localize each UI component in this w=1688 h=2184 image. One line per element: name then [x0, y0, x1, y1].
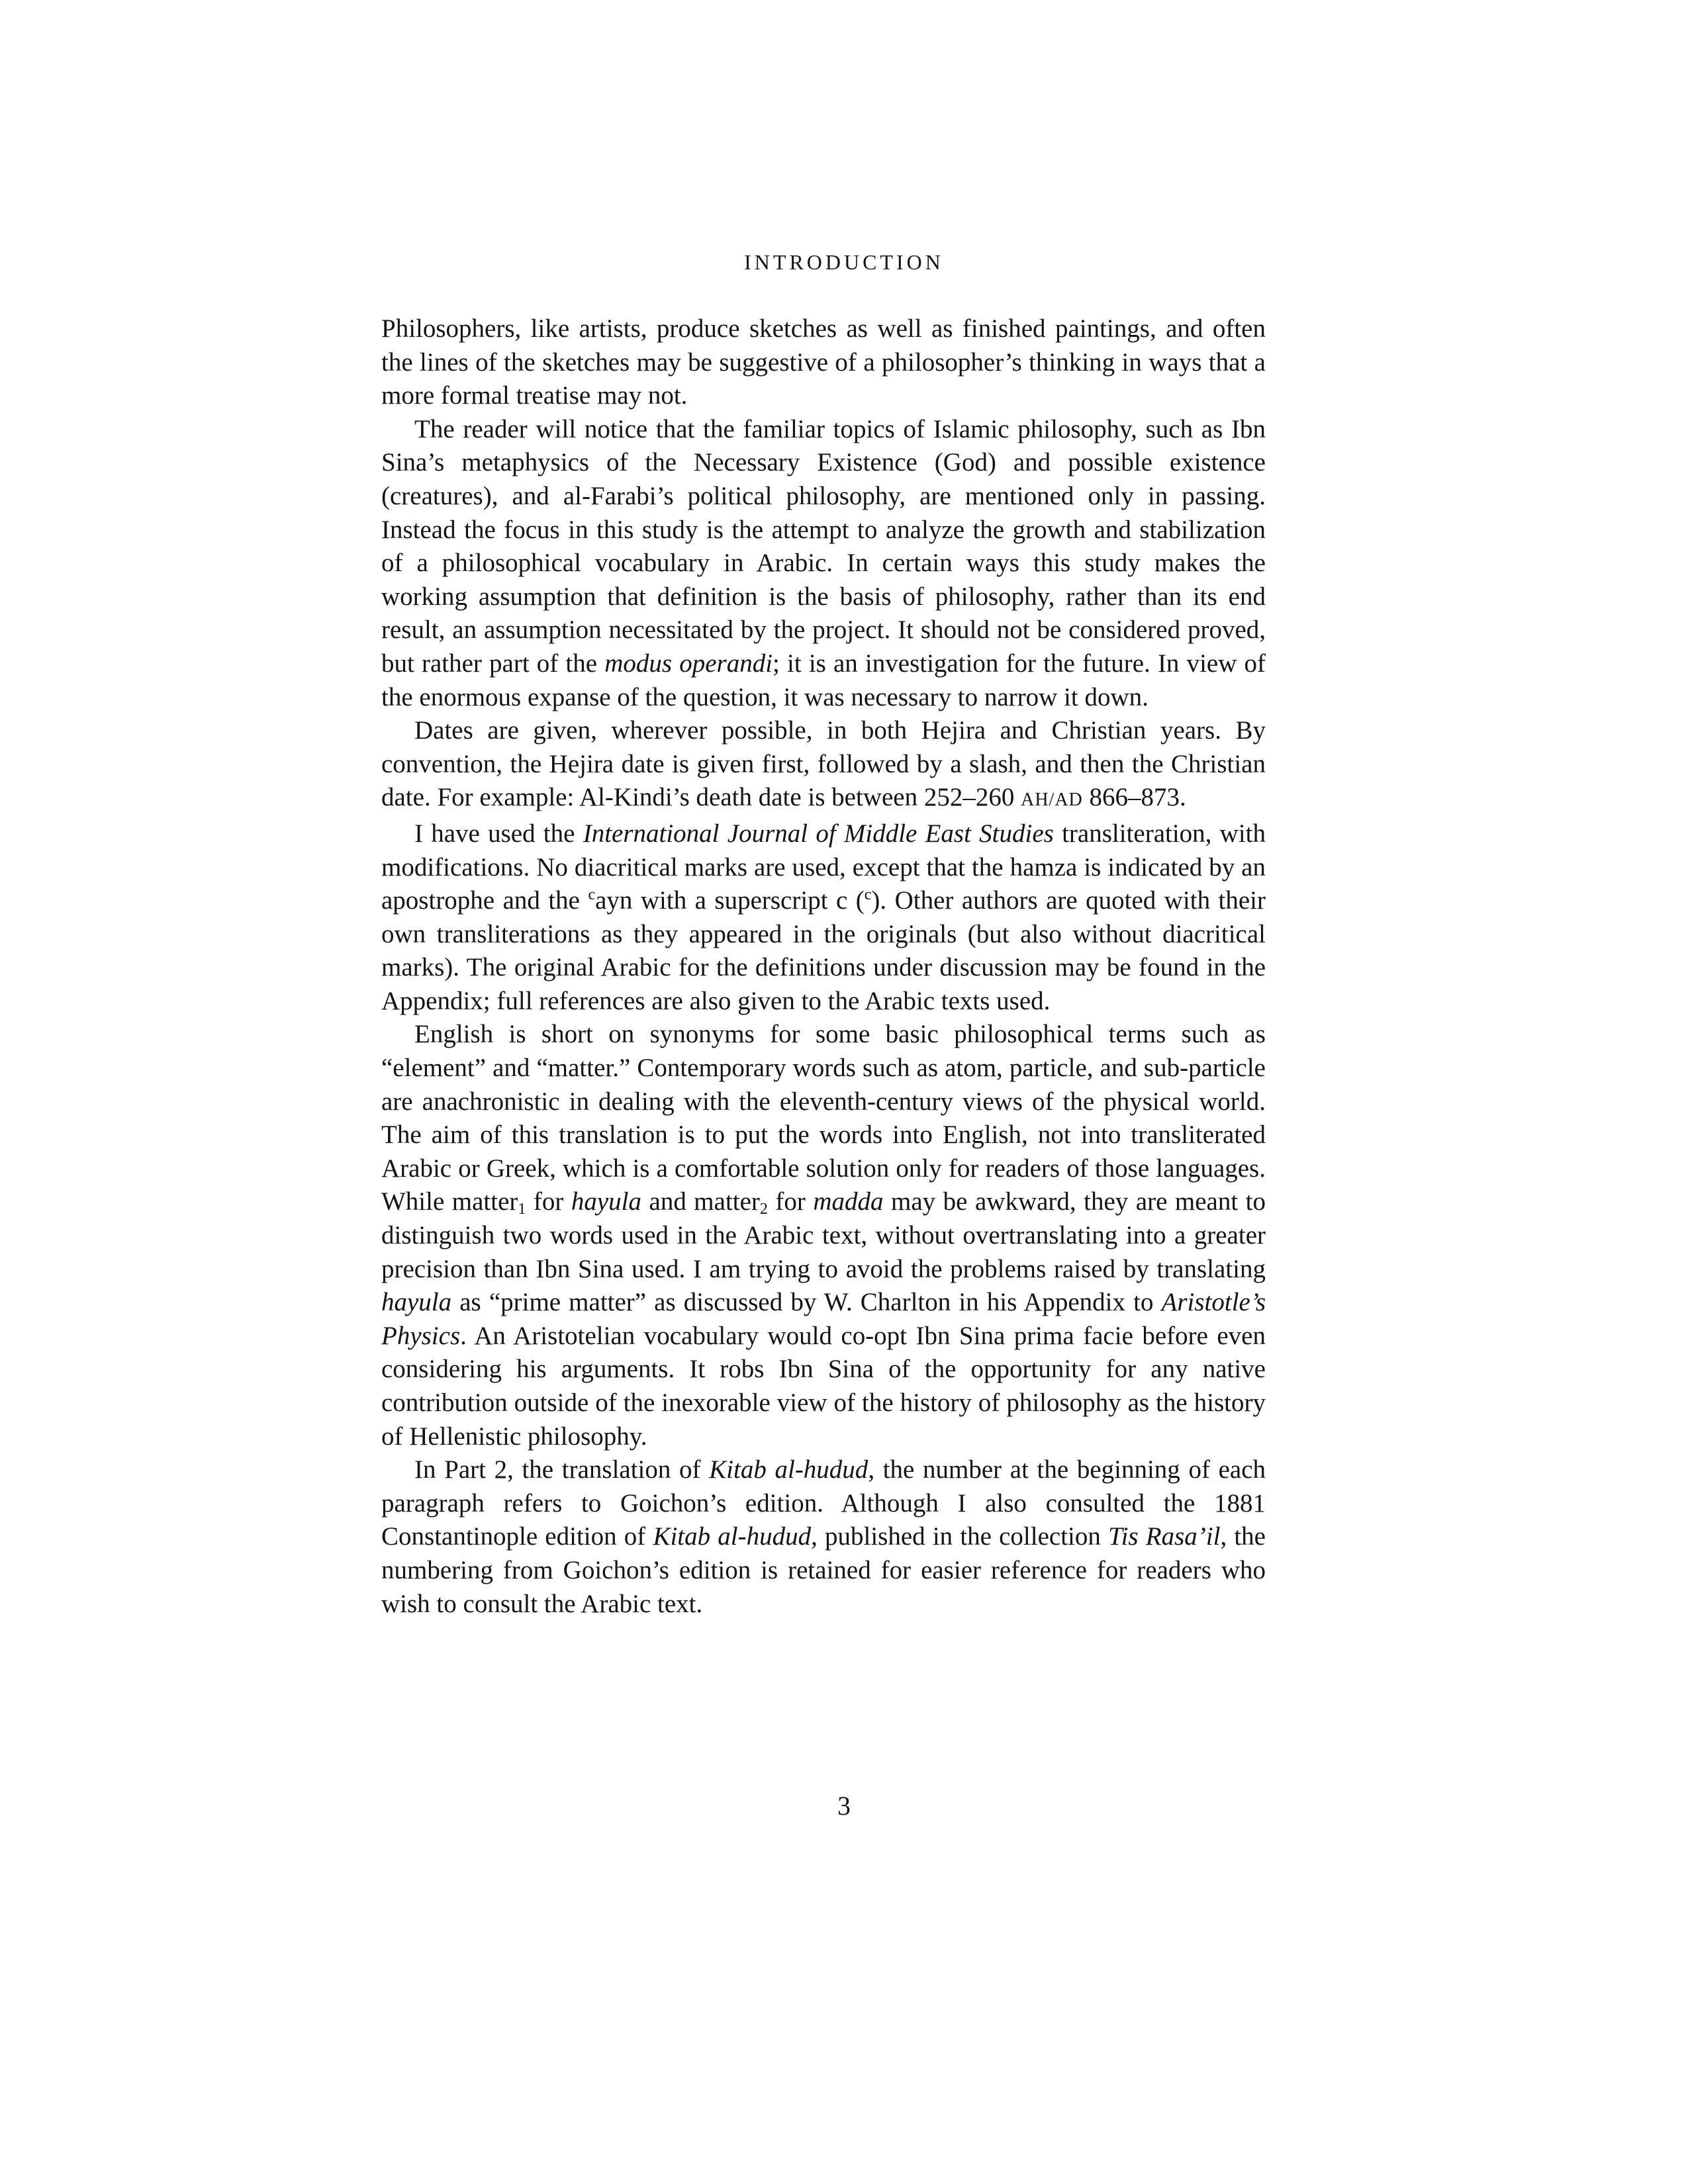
page-number: 3: [837, 1791, 851, 1821]
p5-term-hayula: hayula: [571, 1187, 642, 1216]
running-head: INTRODUCTION: [744, 250, 944, 274]
p4-text-c: ayn with a superscript c (: [595, 886, 865, 915]
paragraph-3: [381, 714, 1266, 817]
p6-text-a: In Part 2, the translation of: [414, 1455, 710, 1484]
p6-title-tis-rasail: Tis Rasa’il: [1108, 1522, 1221, 1551]
p5-text-f: as “prime matter” as discussed by W. Charlton in his Appendix to: [451, 1288, 1162, 1317]
p5-term-hayula-2: hayula: [381, 1288, 452, 1317]
p4-ayn-mark-2: c: [864, 886, 872, 904]
paragraph-1-text: Philosophers, like artists, produce sketches as well as finished paintings, and often the lines of the sketches may be suggestive of a philosopher’s thinking in ways that a more formal treatise may not.: [381, 314, 1266, 410]
p6-text-b: , the number at the beginning of each paragraph refers to Goichon’s edition. Although I also consulted the 1881 Constantinople edition of: [381, 1455, 1266, 1551]
p4-text-d: ). Other authors are quoted with their own transliterations as they appeared in the originals (but also without diacritical marks). The original Arabic for the definitions under discussion may be found in the Appendix; full references are also given to the Arabic texts used.: [381, 886, 1266, 1015]
p2-text-b: ; it is an investigation for the future. In view of the enormous expanse of the question, it was necessary to narrow it down.: [381, 649, 1266, 711]
body-text: [381, 312, 1266, 1621]
p4-text-a: I have used the: [414, 819, 583, 848]
p4-ayn-mark: c: [588, 886, 596, 904]
p2-text-a: The reader will notice that the familiar topics of Islamic philosophy, such as Ibn Sina’s metaphysics of the Necessary Existence (God) and possible existence (creatures), and al-Farabi’s political philosophy, are mentioned only in passing. Instead the focus in this study is the attempt to analyze the growth and stabilization of a philosophical vocabulary in Arabic. In certain ways this study makes the working assumption that definition is the basis of philosophy, rather than its end result, an assumption necessitated by the project. It should not be considered proved, but rather part of the: [381, 414, 1266, 678]
paragraph-6: [381, 1453, 1266, 1621]
p5-subscript-2: 2: [759, 1201, 768, 1218]
p5-text-a: English is short on synonyms for some basic philosophical terms such as “element” and “matter.” Contemporary words such as atom, particle, and sub-particle are anachronistic in dealing with the eleventh-century views of the physical world. The aim of this translation is to put the words into English, not into transliterated Arabic or Greek, which is a comfortable solution only for readers of those languages. While matter: [381, 1020, 1266, 1216]
p5-term-madda: madda: [813, 1187, 884, 1216]
paragraph-5: [381, 1018, 1266, 1453]
p5-subscript-1: 1: [518, 1201, 526, 1218]
p5-text-b: for: [526, 1187, 571, 1216]
paragraph-2: [381, 413, 1266, 714]
p3-text-a: Dates are given, wherever possible, in both Hejira and Christian years. By convention, the Hejira date is given first, followed by a slash, and then the Christian date. For example: Al-Kindi’s death date is between 252–260: [381, 716, 1266, 812]
p6-title-kitab-al-hudud: Kitab al-hudud: [709, 1455, 868, 1484]
p2-term-modus-operandi: modus operandi: [604, 649, 773, 678]
paragraph-4: [381, 817, 1266, 1019]
p3-era-label: AH/AD: [1021, 790, 1083, 811]
p6-text-d: , the numbering from Goichon’s edition is retained for easier reference for readers who wish to consult the Arabic text.: [381, 1522, 1266, 1618]
p5-text-c: and matter: [641, 1187, 760, 1216]
p6-text-c: , published in the collection: [811, 1522, 1109, 1551]
p5-text-g: . An Aristotelian vocabulary would co-opt Ibn Sina prima facie before even considering his arguments. It robs Ibn Sina of the opportunity for any native contribution outside of the inexorable view of the history of philosophy as the history of Hellenistic philosophy.: [381, 1321, 1266, 1451]
p4-text-b: transliteration, with modifications. No diacritical marks are used, except that the hamza is indicated by an apostrophe and the: [381, 819, 1266, 915]
p6-title-kitab-al-hudud-2: Kitab al-hudud: [653, 1522, 812, 1551]
paragraph-1: [381, 312, 1266, 413]
p3-text-b: 866–873.: [1082, 783, 1186, 812]
p5-text-d: for: [767, 1187, 814, 1216]
p5-book-title: Aristotle’s Physics: [381, 1288, 1266, 1350]
p4-journal-title: International Journal of Middle East Studies: [583, 819, 1054, 848]
p5-text-e: may be awkward, they are meant to distinguish two words used in the Arabic text, without overtranslating into a greater precision than Ibn Sina used. I am trying to avoid the problems raised by translating: [381, 1187, 1266, 1283]
